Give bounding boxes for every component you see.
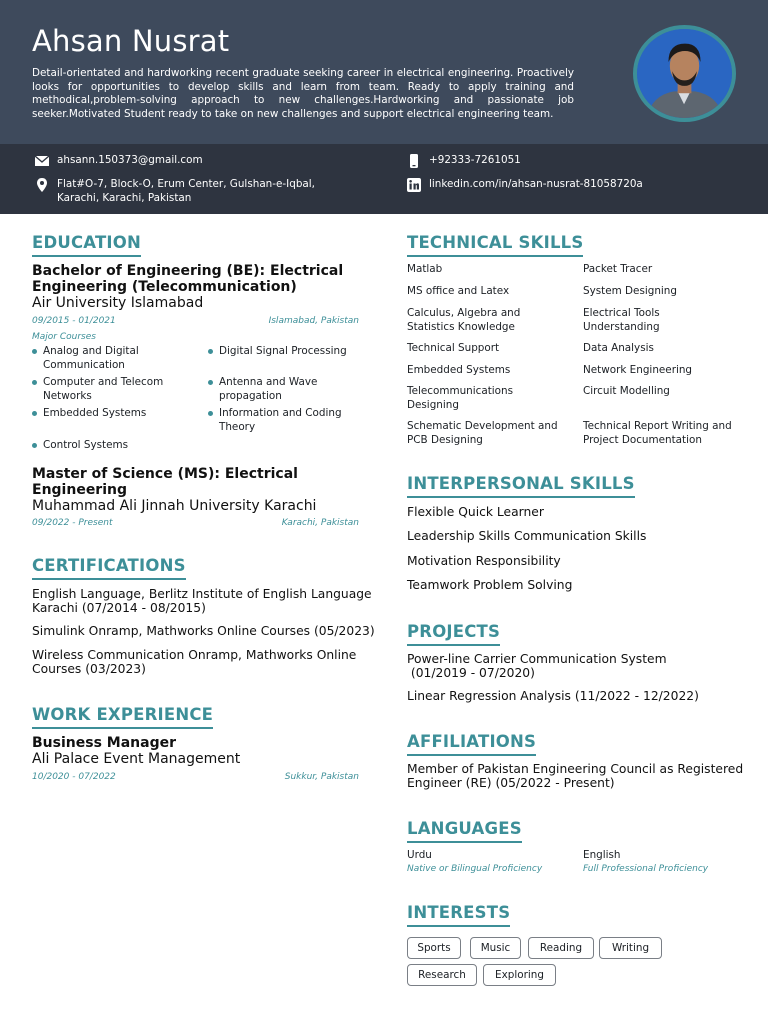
skill-item: Matlab — [407, 263, 443, 275]
project-item: Power-line Carrier Communication System (01/2019 - 07/2020) — [407, 652, 667, 680]
candidate-name: Ahsan Nusrat — [32, 24, 230, 58]
profile-photo — [633, 25, 736, 122]
certification-item: English Language, Berlitz Institute of English Language Karachi (07/2014 - 08/2015) — [32, 587, 372, 615]
skill-item: Circuit Modelling — [583, 385, 670, 397]
skill-item: Technical Report Writing and Project Documentation — [583, 420, 732, 446]
phone-number[interactable]: +92333-7261051 — [429, 154, 521, 166]
location-icon — [34, 177, 50, 193]
linkedin-icon — [406, 177, 422, 193]
certification-item: Simulink Onramp, Mathworks Online Courses (05/2023) — [32, 624, 375, 638]
language-name: Urdu — [407, 849, 432, 861]
education-heading: EDUCATION — [32, 233, 141, 257]
linkedin-link[interactable]: linkedin.com/in/ahsan-nusrat-81058720a — [429, 178, 643, 190]
major-courses-label: Major Courses — [32, 332, 96, 342]
skill-item: Technical Support — [407, 342, 500, 354]
interpersonal-item: Teamwork Problem Solving — [407, 578, 573, 592]
address-line-2: Karachi, Karachi, Pakistan — [57, 191, 192, 204]
job-company: Ali Palace Event Management — [32, 751, 241, 767]
email-icon — [34, 153, 50, 169]
job-dates: 10/2020 - 07/2022 — [32, 772, 116, 782]
skill-item: Telecommunications Designing — [407, 385, 514, 411]
ms-institution: Muhammad Ali Jinnah University Karachi — [32, 498, 317, 514]
language-name: English — [583, 849, 621, 861]
ms-degree — [32, 466, 362, 498]
skill-item: Schematic Development and PCB Designing — [407, 420, 558, 446]
contact-bar — [0, 144, 768, 214]
languages-heading: LANGUAGES — [407, 819, 522, 843]
interests-heading: INTERESTS — [407, 903, 510, 927]
be-degree-line-1: Bachelor of Engineering (BE): Electrical — [32, 263, 344, 279]
affiliations-heading: AFFILIATIONS — [407, 732, 536, 756]
skill-item: Calculus, Algebra and Statistics Knowledge — [407, 307, 521, 333]
address-line-1: Flat#O-7, Block-O, Erum Center, Gulshan-e-Iqbal, — [57, 178, 315, 190]
address — [57, 178, 315, 205]
certifications-heading: CERTIFICATIONS — [32, 556, 186, 580]
interest-tag: Sports — [407, 937, 461, 959]
summary-text: Detail-orientated and hardworking recent graduate seeking career in electrical engineering. Proactively looks for opportunities to develop skills and learn from team. Ready to apply training and methodical,problem-solving approach to new challenges.Hardworking and passionate job seeker.Motivated Student ready to take on new challenges and support electrical engineering team. — [32, 67, 574, 120]
be-location: Islamabad, Pakistan — [268, 316, 359, 326]
interest-tag: Research — [407, 964, 477, 986]
skill-item: Electrical Tools Understanding — [583, 307, 660, 333]
email-link[interactable]: ahsann.150373@gmail.com — [57, 154, 203, 166]
skill-item: Packet Tracer — [583, 263, 653, 275]
interest-tag: Music — [470, 937, 521, 959]
interest-tag: Reading — [528, 937, 594, 959]
be-degree — [32, 263, 362, 295]
language-level: Full Professional Proficiency — [583, 864, 709, 874]
course-item: Analog and Digital Communication — [32, 345, 139, 372]
ms-dates: 09/2022 - Present — [32, 518, 113, 528]
job-role: Business Manager — [32, 735, 176, 751]
be-dates: 09/2015 - 01/2021 — [32, 316, 116, 326]
projects-heading: PROJECTS — [407, 622, 500, 646]
course-item: Embedded Systems — [32, 407, 146, 421]
ms-location: Karachi, Pakistan — [281, 518, 359, 528]
course-item: Computer and Telecom Networks — [32, 376, 163, 403]
project-item: Linear Regression Analysis (11/2022 - 12/2022) — [407, 689, 699, 703]
course-item: Information and Coding Theory — [208, 407, 342, 434]
interpersonal-item: Leadership Skills Communication Skills — [407, 529, 647, 543]
skill-item: Embedded Systems — [407, 364, 511, 376]
ms-degree-line-1: Master of Science (MS): Electrical — [32, 466, 298, 482]
interpersonal-item: Flexible Quick Learner — [407, 505, 544, 519]
interpersonal-skills-heading: INTERPERSONAL SKILLS — [407, 474, 635, 498]
interpersonal-item: Motivation Responsibility — [407, 554, 561, 568]
course-item: Antenna and Wave propagation — [208, 376, 317, 403]
work-experience-heading: WORK EXPERIENCE — [32, 705, 213, 729]
skill-item: MS office and Latex — [407, 285, 510, 297]
job-location: Sukkur, Pakistan — [284, 772, 359, 782]
be-institution: Air University Islamabad — [32, 295, 204, 311]
affiliation-item: Member of Pakistan Engineering Council as Registered Engineer (RE) (05/2022 - Present) — [407, 762, 744, 790]
phone-icon — [406, 153, 422, 169]
ms-degree-line-2: Engineering — [32, 482, 127, 498]
course-item: Control Systems — [32, 439, 128, 453]
course-item: Digital Signal Processing — [208, 345, 347, 359]
be-degree-line-2: Engineering (Telecommunication) — [32, 279, 297, 295]
certification-item: Wireless Communication Onramp, Mathworks Online Courses (03/2023) — [32, 648, 357, 676]
skill-item: Data Analysis — [583, 342, 654, 354]
language-level: Native or Bilingual Proficiency — [407, 864, 543, 874]
interest-tag: Exploring — [483, 964, 556, 986]
header-band — [0, 0, 768, 144]
technical-skills-heading: TECHNICAL SKILLS — [407, 233, 583, 257]
skill-item: Network Engineering — [583, 364, 693, 376]
interest-tag: Writing — [599, 937, 662, 959]
skill-item: System Designing — [583, 285, 677, 297]
